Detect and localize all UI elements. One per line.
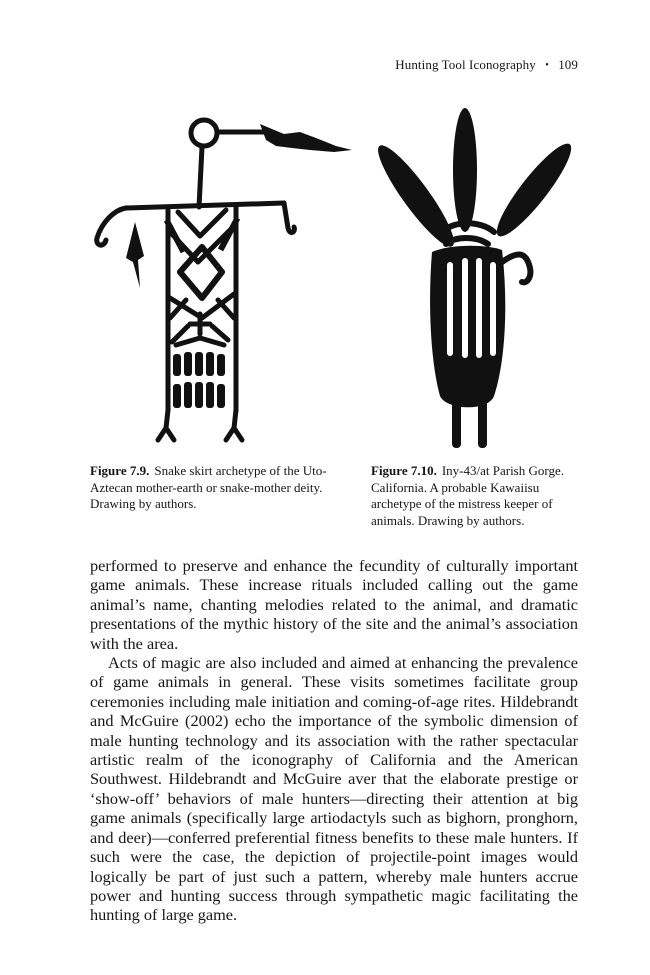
figure-7-9-caption [90,463,345,513]
animal-flag [260,124,352,152]
left-arm [97,208,126,245]
bar [184,352,192,376]
right-leg [226,410,242,440]
bar [217,354,225,376]
neck-line [199,147,202,207]
brow-arc [446,238,488,244]
center-horn [453,108,477,232]
caption-label: Figure 7.9. [90,463,150,478]
page-number: 109 [558,57,578,72]
bar [173,384,181,408]
stripe [476,258,482,358]
stripe [490,262,496,356]
chevron [178,210,226,236]
bar [195,382,203,408]
figure-7-10-drawing [372,104,582,456]
diamond [180,247,222,298]
paragraph: performed to preserve and enhance the fecundity of culturally important game animals. These increase rituals included calling out the game animal’s name, chanting melodies related to the animal, and dramatic presentations of the mythic history of the site and the animal’s association with the area. [90,556,578,653]
chevron [176,338,224,345]
body-text [90,556,578,925]
bar [184,382,192,408]
stripe [462,258,468,358]
bar [206,382,214,408]
right-leg [478,400,487,448]
bar [195,352,203,376]
bar [173,354,181,376]
right-horn [488,136,580,243]
running-title: Hunting Tool Iconography [395,57,536,72]
shoulder-line [126,203,284,208]
right-arm [284,203,294,233]
caption-label: Figure 7.10. [371,463,437,478]
left-leg [158,410,174,440]
bar [217,384,225,408]
figure-7-10-caption [371,463,591,529]
running-head [395,57,578,73]
bullet-separator: • [545,60,549,71]
caption-text: Snake skirt archetype of the Uto-Aztecan mother-earth or snake-mother deity. Drawing by authors. [90,463,327,511]
projectile-point [126,222,144,288]
head-circle [191,120,217,146]
figure-7-9-drawing [90,114,360,448]
left-leg [452,400,461,448]
caption-text: Iny-43/at Parish Gorge. California. A probable Kawaiisu archetype of the mistress keeper of animals. Drawing by authors. [371,463,564,528]
right-arm [502,254,530,282]
left-horn [372,138,463,254]
stripe [447,262,453,356]
paragraph: Acts of magic are also included and aimed at enhancing the prevalence of game animals in general. These visits sometimes facilitate group ceremonies including male initiation and coming-of-age rites. Hildebrandt and McGuire (2002) echo the importance of the symbolic dimension of male hunting technology and its association with the rather spectacular artistic realm of the iconography of California and the American Southwest. Hildebrandt and McGuire aver that the elaborate prestige or ‘show-off’ behaviors of male hunters—directing their attention at big game animals (specifically large artiodactyls such as bighorn, pronghorn, and deer)—conferred preferential fitness benefits to these male hunters. If such were the case, the depiction of projectile-point images would logically be part of just such a pattern, whereby male hunters accrue power and hunting success through sympathetic magic facilitating the hunting of large game. [90,653,578,925]
bar [206,352,214,376]
